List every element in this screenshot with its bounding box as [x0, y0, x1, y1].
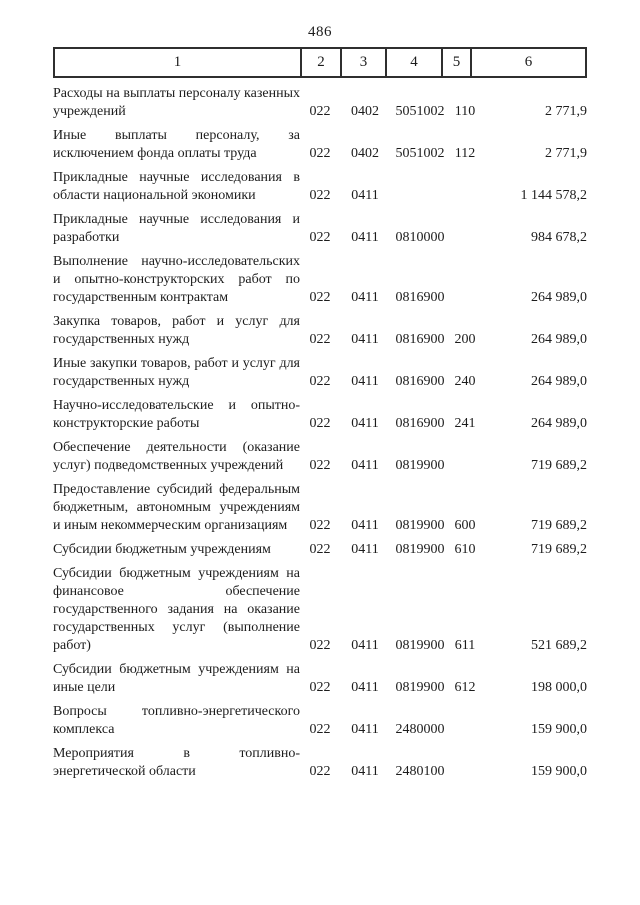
- col-expense-type-code: 610: [454, 542, 476, 557]
- col-amount: 264 989,0: [531, 416, 587, 431]
- col-section-code: 0411: [351, 638, 379, 653]
- col-description: Расходы на выплаты персоналу казенных учреждений: [53, 86, 300, 119]
- col-section-code: 0411: [351, 188, 379, 203]
- col-target-article-code: 0816900: [395, 332, 445, 347]
- col-amount: 198 000,0: [531, 680, 587, 695]
- col-description: Вопросы топливно-энергетического комплекса: [53, 704, 300, 737]
- table-row: [53, 397, 587, 433]
- table-body: [53, 85, 587, 781]
- col-description: Выполнение научно-исследовательских и опытно-конструкторских работ по государственным контрактам: [53, 254, 300, 305]
- col-expense-type-code: 200: [454, 332, 476, 347]
- col-description: Обеспечение деятельности (оказание услуг) подведомственных учреждений: [53, 440, 300, 473]
- col-section-code: 0411: [351, 416, 379, 431]
- col-grbs-code: 022: [309, 416, 331, 431]
- col-amount: 159 900,0: [531, 722, 587, 737]
- col-target-article-code: 0819900: [395, 518, 445, 533]
- col-expense-type-code: 240: [454, 374, 476, 389]
- table-row: [53, 541, 587, 559]
- table-row: [53, 253, 587, 307]
- col-section-code: 0411: [351, 722, 379, 737]
- col-grbs-code: 022: [309, 680, 331, 695]
- col-amount: 2 771,9: [545, 104, 587, 119]
- table-header-row: [53, 47, 587, 78]
- col-grbs-code: 022: [309, 722, 331, 737]
- col-section-code: 0411: [351, 680, 379, 695]
- table-row: [53, 127, 587, 163]
- col-section-code: 0402: [351, 104, 379, 119]
- table-row: [53, 355, 587, 391]
- col-target-article-code: 0816900: [395, 290, 445, 305]
- col-target-article-code: 0810000: [395, 230, 445, 245]
- table-row: [53, 313, 587, 349]
- col-target-article-code: 5051002: [395, 146, 445, 161]
- col-target-article-code: 0819900: [395, 542, 445, 557]
- header-cell-6: 6: [470, 49, 585, 76]
- col-grbs-code: 022: [309, 458, 331, 473]
- col-expense-type-code: 612: [454, 680, 476, 695]
- table-row: [53, 661, 587, 697]
- col-grbs-code: 022: [309, 188, 331, 203]
- col-grbs-code: 022: [309, 638, 331, 653]
- col-section-code: 0411: [351, 458, 379, 473]
- col-amount: 984 678,2: [531, 230, 587, 245]
- col-expense-type-code: 600: [454, 518, 476, 533]
- col-grbs-code: 022: [309, 290, 331, 305]
- col-grbs-code: 022: [309, 146, 331, 161]
- table-row: [53, 439, 587, 475]
- col-description: Субсидии бюджетным учреждениям на финансовое обеспечение государственного задания на оказание государственных услуг (выполнение работ): [53, 566, 300, 653]
- col-grbs-code: 022: [309, 332, 331, 347]
- col-expense-type-code: 611: [454, 638, 476, 653]
- header-cell-4: 4: [385, 49, 441, 76]
- col-target-article-code: 0819900: [395, 458, 445, 473]
- col-description: Иные закупки товаров, работ и услуг для государственных нужд: [53, 356, 300, 389]
- col-target-article-code: 2480100: [395, 764, 445, 779]
- col-expense-type-code: 241: [454, 416, 476, 431]
- col-amount: 719 689,2: [531, 458, 587, 473]
- header-cell-5: 5: [441, 49, 470, 76]
- col-amount: 521 689,2: [531, 638, 587, 653]
- col-section-code: 0411: [351, 230, 379, 245]
- col-description: Субсидии бюджетным учреждениям на иные цели: [53, 662, 300, 695]
- col-description: Иные выплаты персоналу, за исключением фонда оплаты труда: [53, 128, 300, 161]
- col-section-code: 0411: [351, 518, 379, 533]
- col-description: Предоставление субсидий федеральным бюджетным, автономным учреждениям и иным некоммерческим организациям: [53, 482, 300, 533]
- col-grbs-code: 022: [309, 104, 331, 119]
- header-cell-1: 1: [173, 54, 182, 70]
- col-amount: 264 989,0: [531, 290, 587, 305]
- col-amount: 719 689,2: [531, 542, 587, 557]
- col-amount: 159 900,0: [531, 764, 587, 779]
- table-row: [53, 85, 587, 121]
- table-row: [53, 211, 587, 247]
- col-amount: 264 989,0: [531, 332, 587, 347]
- col-description: Мероприятия в топливно-энергетической области: [53, 746, 300, 779]
- col-amount: 264 989,0: [531, 374, 587, 389]
- col-target-article-code: 0819900: [395, 638, 445, 653]
- col-section-code: 0411: [351, 542, 379, 557]
- col-amount: 719 689,2: [531, 518, 587, 533]
- col-amount: 2 771,9: [545, 146, 587, 161]
- header-cell-3: 3: [340, 49, 385, 76]
- table-row: [53, 703, 587, 739]
- col-section-code: 0411: [351, 764, 379, 779]
- col-target-article-code: 0816900: [395, 416, 445, 431]
- col-target-article-code: 2480000: [395, 722, 445, 737]
- col-target-article-code: 0816900: [395, 374, 445, 389]
- header-cell-2: 2: [300, 49, 340, 76]
- page-number: 486: [308, 24, 332, 40]
- col-expense-type-code: 110: [454, 104, 476, 119]
- col-description: Прикладные научные исследования в области национальной экономики: [53, 170, 300, 203]
- table-row: [53, 481, 587, 535]
- col-section-code: 0411: [351, 332, 379, 347]
- col-grbs-code: 022: [309, 542, 331, 557]
- col-description: Закупка товаров, работ и услуг для государственных нужд: [53, 314, 300, 347]
- col-section-code: 0411: [351, 374, 379, 389]
- col-grbs-code: 022: [309, 518, 331, 533]
- col-expense-type-code: 112: [454, 146, 476, 161]
- col-grbs-code: 022: [309, 230, 331, 245]
- col-description: Прикладные научные исследования и разработки: [53, 212, 300, 245]
- col-section-code: 0411: [351, 290, 379, 305]
- col-grbs-code: 022: [309, 374, 331, 389]
- table-row: [53, 565, 587, 655]
- col-amount: 1 144 578,2: [520, 188, 587, 203]
- col-target-article-code: 5051002: [395, 104, 445, 119]
- table-row: [53, 169, 587, 205]
- col-grbs-code: 022: [309, 764, 331, 779]
- col-description: Субсидии бюджетным учреждениям: [53, 542, 271, 557]
- table-row: [53, 745, 587, 781]
- budget-table: [53, 47, 587, 781]
- col-section-code: 0402: [351, 146, 379, 161]
- col-target-article-code: 0819900: [395, 680, 445, 695]
- col-description: Научно-исследовательские и опытно-конструкторские работы: [53, 398, 300, 431]
